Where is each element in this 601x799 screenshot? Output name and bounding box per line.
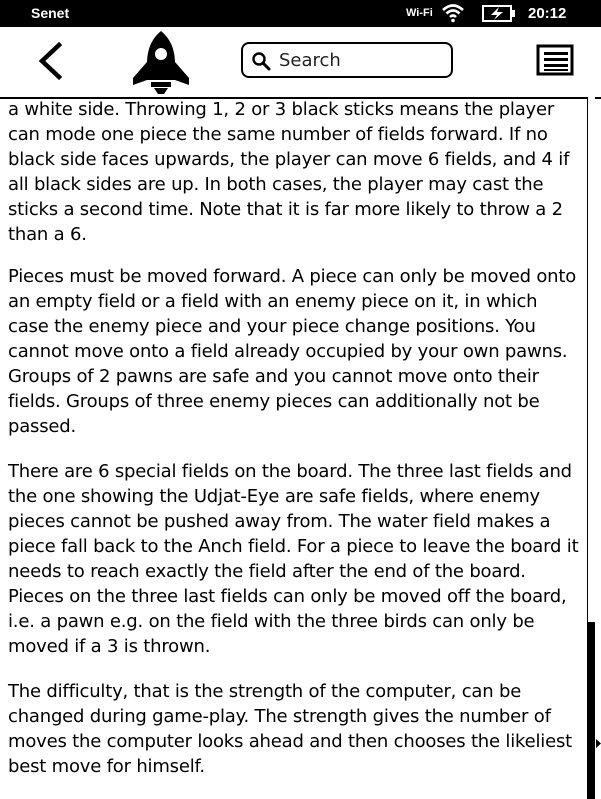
toolbar — [0, 27, 601, 99]
wifi-label: Wi-Fi — [406, 7, 433, 19]
app-title: Senet — [31, 5, 70, 21]
menu-button[interactable] — [536, 44, 574, 76]
paragraph-special-fields: There are 6 special fields on the board. The three last fields and the one showing the Udjat-Eye are safe fields, where enemy pieces cannot be pushed away from. The water field makes a piece fall back to the Anch field. For a piece to leave the board it needs to reach exactly the field after the end of the board. Pieces on the three last fields can only be moved off the board, i.e. a pawn e.g. on the field with the three birds can only be moved if a 3 is thrown. — [8, 461, 579, 657]
list-menu-icon — [538, 46, 572, 74]
wifi-icon — [441, 3, 465, 23]
chevron-left-icon — [42, 45, 59, 77]
help-text-content[interactable] — [0, 97, 588, 799]
paragraph-difficulty: The difficulty, that is the strength of the computer, can be changed during game-play. The strength gives the number of moves the computer looks ahead and then chooses the likeliest best move for himself. — [8, 681, 572, 777]
back-button[interactable] — [30, 41, 70, 81]
clock: 20:12 — [528, 5, 567, 22]
search-box[interactable] — [241, 42, 453, 78]
scrollbar-thumb[interactable] — [587, 622, 595, 799]
battery-charging-icon — [482, 5, 516, 22]
rocket-icon[interactable] — [128, 30, 194, 94]
paragraph-movement-rules: Pieces must be moved forward. A piece can only be moved onto an empty field or a field with an enemy piece on it, in which case the enemy piece and your piece change positions. You cannot move onto a field already occupied by your own pawns. Groups of 2 pawns are safe and you cannot move onto their fields. Groups of three enemy pieces can additionally not be passed. — [8, 266, 577, 437]
status-bar — [0, 0, 601, 27]
scroll-right-arrow-icon — [596, 739, 601, 748]
search-icon — [251, 51, 271, 71]
paragraph-dice-rules: a white side. Throwing 1, 2 or 3 black sticks means the player can mode one piece the same number of fields forward. If no black side faces upwards, the player can move 6 fields, and 4 if all black sides are up. In both cases, the player may cast the sticks a second time. Note that it is far more likely to throw a 2 than a 6. — [8, 99, 570, 245]
search-input[interactable] — [279, 48, 439, 72]
